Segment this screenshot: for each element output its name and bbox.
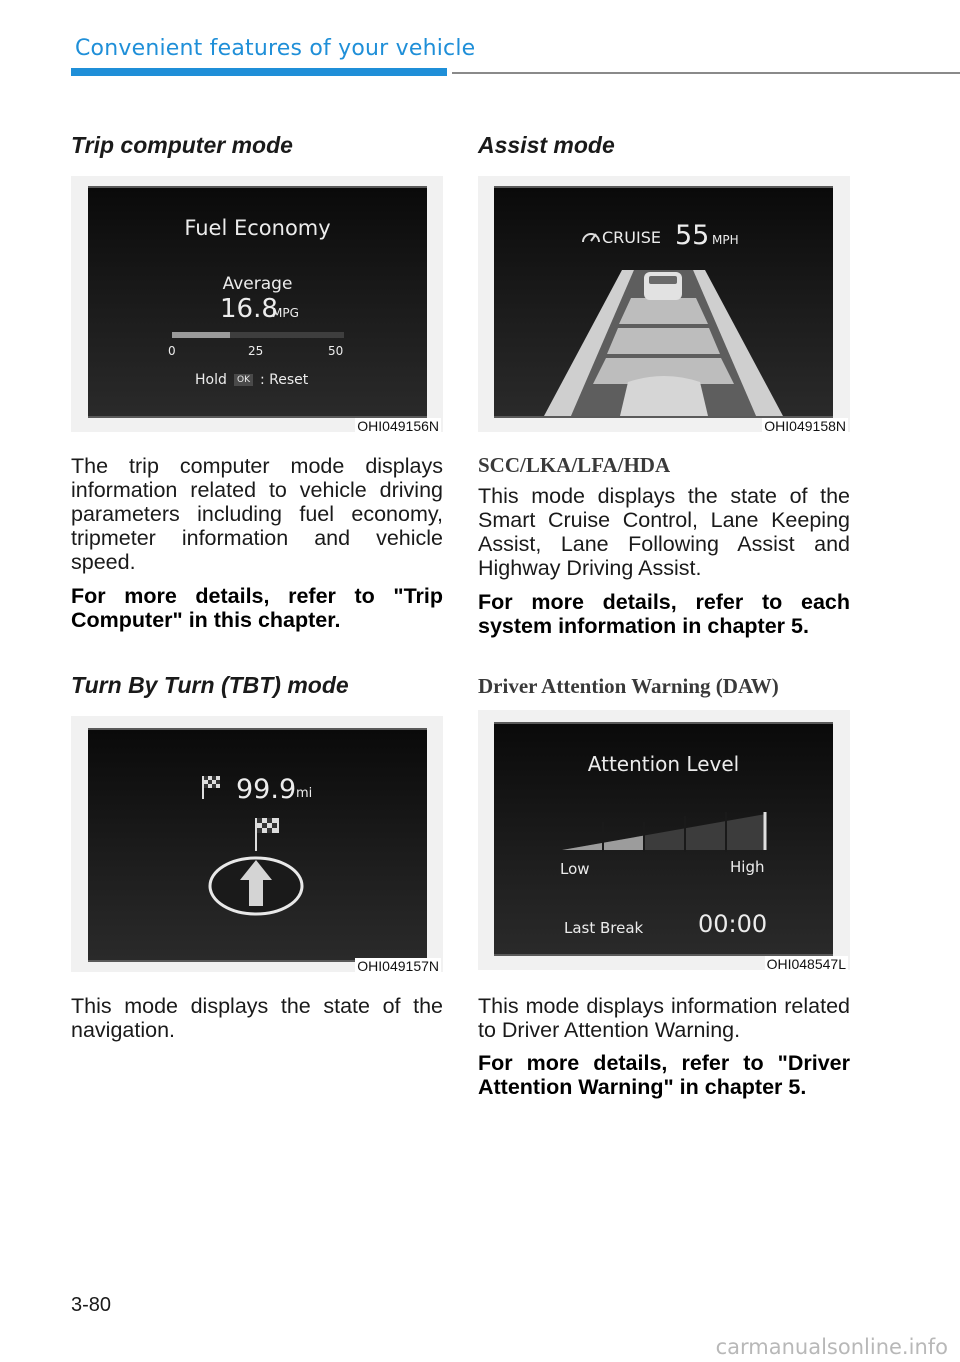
average-label: Average	[222, 274, 293, 294]
page-number: 3-80	[71, 1294, 112, 1316]
tbt-description: This mode displays the state of the navigation.	[71, 994, 443, 1042]
assist-mode-heading: Assist mode	[478, 132, 615, 158]
attention-title: Attention Level	[587, 752, 740, 776]
scale-min: 0	[168, 344, 176, 358]
last-break-time: 00:00	[698, 910, 768, 938]
trip-computer-reference: For more details, refer to "Trip Computer" in this chapter.	[71, 584, 443, 632]
assist-screen	[494, 186, 833, 418]
header-divider	[452, 72, 960, 74]
section-title: Convenient features of your vehicle	[75, 36, 476, 61]
average-value: 16.8	[220, 294, 278, 324]
daw-heading: Driver Attention Warning (DAW)	[478, 674, 779, 698]
assist-reference: For more details, refer to each system information in chapter 5.	[478, 590, 850, 638]
daw-reference: For more details, refer to "Driver Attention Warning" in chapter 5.	[478, 1051, 850, 1099]
assist-description: This mode displays the state of the Smart Cruise Control, Lane Keeping Assist, Lane Following Assist and Highway Driving Assist.	[478, 484, 850, 580]
attention-screen	[494, 722, 833, 956]
tbt-screen	[88, 728, 427, 962]
high-label: High	[730, 858, 765, 876]
watermark: carmanualsonline.info	[715, 1335, 948, 1359]
tbt-distance: 99.9	[236, 774, 297, 805]
reset-label: : Reset	[260, 372, 309, 388]
set-speed: 55	[675, 220, 710, 251]
last-break-label: Last Break	[564, 919, 644, 937]
fuel-economy-screen	[88, 186, 427, 418]
figure-code: OHI048547L	[766, 956, 846, 972]
straight-arrow-icon	[206, 854, 306, 918]
economy-gauge-fill	[172, 332, 230, 338]
tbt-unit: mi	[296, 786, 313, 801]
tbt-figure	[71, 716, 443, 972]
scale-mid: 25	[248, 344, 264, 358]
scc-subheading: SCC/LKA/LFA/HDA	[478, 453, 671, 477]
cruise-label: CRUISE	[602, 228, 661, 247]
daw-description: This mode displays information related to Driver Attention Warning.	[478, 994, 850, 1042]
average-unit: MPG	[272, 306, 299, 320]
speed-unit: MPH	[712, 233, 739, 247]
checkered-flag-icon	[200, 774, 224, 800]
figure-code: OHI049156N	[357, 418, 439, 434]
hold-label: Hold	[195, 372, 227, 388]
attention-level-gauge	[562, 812, 768, 854]
ok-button-glyph: OK	[234, 374, 253, 386]
fuel-economy-figure	[71, 176, 443, 432]
figure-code: OHI049157N	[357, 958, 439, 974]
trip-computer-heading: Trip computer mode	[71, 132, 293, 158]
attention-level-figure	[478, 710, 850, 970]
scale-max: 50	[328, 344, 344, 358]
low-label: Low	[560, 860, 590, 878]
assist-figure	[478, 176, 850, 432]
section-accent-bar	[71, 68, 447, 76]
figure-code: OHI049158N	[764, 418, 846, 434]
cruise-icon	[580, 228, 602, 246]
screen-title: Fuel Economy	[184, 216, 331, 240]
tbt-heading: Turn By Turn (TBT) mode	[71, 672, 349, 698]
destination-flag-icon	[252, 816, 282, 852]
economy-gauge-track	[172, 332, 344, 338]
trip-computer-description: The trip computer mode displays information related to vehicle driving parameters including fuel economy, tripmeter information and vehicle speed.	[71, 454, 443, 574]
lane-road-graphic	[494, 270, 833, 416]
